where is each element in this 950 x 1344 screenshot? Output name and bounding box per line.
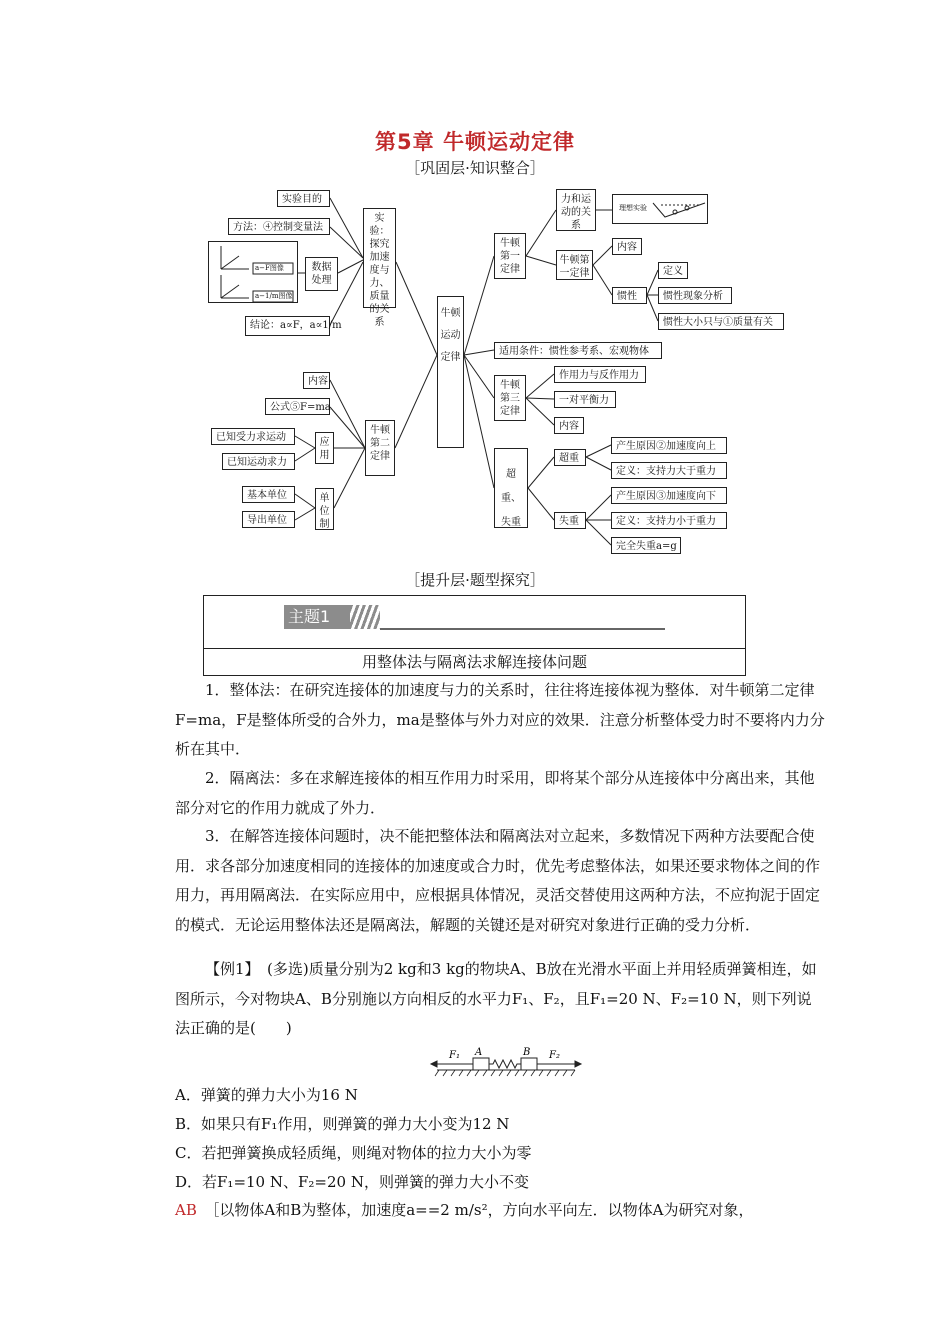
example-1: 【例1】 (多选)质量分别为2 kg和3 kg的物块A、B放在光滑水平面上并用轻质弹簧相连，如图所示，今对物块A、B分别施以方向相反的水平力F₁、F₂，且F₁=20 N、F₂=10 N，则下列说法正确的是( ) [175,960,817,1037]
answer-key: AB [175,1201,197,1219]
paragraph-3: 3．在解答连接体问题时，决不能把整体法和隔离法对立起来，多数情况下两种方法要配合使用．求各部分加速度相同的连接体的加速度或合力时，优先考虑整体法，如果还要求物体之间的作用力，再用隔离法．在实际应用中，应根据具体情况，灵活交替使用这两种方法，不应拘泥于固定的模式．无论运用整体法还是隔离法，解题的关键还是对研究对象进行正确的受力分析． [175,827,821,934]
node-third-hub: 牛顿第三定律 [494,375,526,421]
node-weight-over-cause: 产生原因②加速度向上 [611,437,727,454]
node-weight-hub: 超重、失重 [494,448,528,528]
node-first-inertia: 惯性 [612,287,647,304]
node-first-law: 牛顿第一定律 [556,250,593,280]
graph-panel [208,241,298,303]
node-first-hub: 牛顿第一定律 [494,233,526,279]
node-first-relation: 力和运动的关系 [556,189,596,231]
figure-label-f1: F₁ [449,1050,460,1061]
option-d: D．若F₁=10 N、F₂=20 N，则弹簧的弹力大小不变 [175,1173,529,1191]
figure-label-a: A [475,1047,483,1058]
node-second-app1: 已知受力求运动 [211,428,295,445]
section-heading-explore: ［提升层·题型探究］ [405,571,545,589]
paragraph-1: 1．整体法：在研究连接体的加速度与力的关系时，往往将连接体视为整体．对牛顿第二定律F=ma，F是整体所受的合外力，ma是整体与外力对应的效果．注意分析整体受力时不要将内力分析在其中． [175,681,825,758]
ideal-experiment-drawing [613,195,707,223]
node-second-base: 基本单位 [242,486,295,503]
node-exp-method: 方法：④控制变量法 [228,218,330,235]
answer-text: ［以物体A和B为整体，加速度a==2 m/s²，方向水平向左．以物体A为研究对象， [211,1201,754,1219]
node-weight-over: 超重 [554,449,586,466]
option-b: B．如果只有F₁作用，则弹簧的弹力大小变为12 N [175,1115,510,1133]
topic-box [203,595,746,676]
answer-line [175,1199,835,1220]
node-exp-conclusion: 结论：a∝F，a∝1/m [245,316,330,336]
node-weight-under: 失重 [554,512,586,529]
mindmap-connectors [0,0,950,600]
example-figure [425,1044,585,1078]
topic-divider [204,648,745,649]
node-second-hub: 牛顿第二定律 [365,420,395,476]
node-second-app: 应用 [315,432,334,464]
graph2-label: a−1/m图像 [255,292,293,300]
topic-tag: 主题1 [284,605,352,629]
ideal-experiment-label: 理想实验 [619,204,647,212]
node-weight-under-cause: 产生原因③加速度向下 [611,487,727,504]
node-weight-under-def: 定义：支持力小于重力 [611,512,727,529]
figure-label-f2: F₂ [549,1050,560,1061]
node-first-analysis: 惯性现象分析 [658,287,732,304]
topic-title: 用整体法与隔离法求解连接体问题 [361,653,587,671]
node-first-mass: 惯性大小只与①质量有关 [658,313,784,330]
node-weight-over-def: 定义：支持力大于重力 [611,462,727,479]
node-second-derived: 导出单位 [242,511,295,528]
node-second-content: 内容 [303,372,330,389]
node-exp-goal: 实验目的 [277,190,330,207]
node-third-content: 内容 [554,417,584,434]
node-second-app2: 已知运动求力 [222,453,295,470]
node-exp-hub: 实验：探究加速度与力、质量的关系 [363,208,396,308]
graph1-label: a−F图像 [255,264,284,272]
node-third-action: 作用力与反作用力 [554,366,646,383]
section-heading-consolidate: ［巩固层·知识整合］ [405,159,545,177]
node-third-balance: 一对平衡力 [554,391,616,408]
node-first-def: 定义 [658,262,688,279]
node-second-unit: 单位制 [315,488,334,530]
node-center: 牛顿运动定律 [437,296,464,448]
option-a: A．弹簧的弹力大小为16 N [175,1086,358,1104]
topic-tag-stripes [350,605,380,629]
node-third-cond: 适用条件：惯性参考系、宏观物体 [494,342,662,359]
figure-label-b: B [523,1047,531,1058]
node-second-formula: 公式⑤F=ma [265,398,330,415]
option-c: C．若把弹簧换成轻质绳，则绳对物体的拉力大小为零 [175,1144,532,1162]
node-weight-full: 完全失重a=g [611,537,681,554]
node-exp-data: 数据处理 [305,257,338,291]
topic-tag-rule [380,628,665,630]
paragraph-2: 2．隔离法：多在求解连接体的相互作用力时采用，即将某个部分从连接体中分离出来，其他部分对它的作用力就成了外力． [175,769,815,817]
chapter-title: 第5章 牛顿运动定律 [375,130,575,154]
node-first-content: 内容 [612,238,642,255]
ideal-experiment-panel [612,194,708,224]
